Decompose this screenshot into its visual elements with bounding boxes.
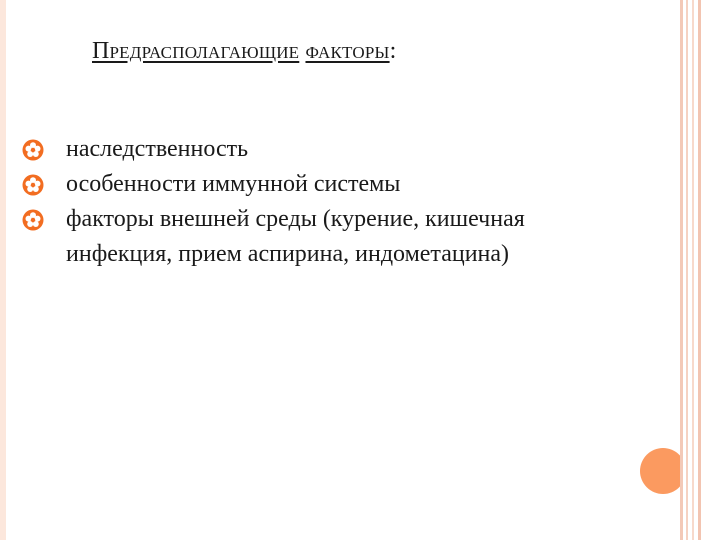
title-word: факторы <box>305 38 390 64</box>
title-suffix: : <box>389 38 397 64</box>
flower-bullet-icon <box>22 174 44 196</box>
slide-title <box>92 38 396 65</box>
border-line <box>698 0 701 540</box>
bullet-text: особенности иммунной системы <box>66 171 401 197</box>
left-border-decoration <box>0 0 6 540</box>
flower-bullet-icon <box>22 139 44 161</box>
border-line <box>680 0 683 540</box>
border-line <box>692 0 694 540</box>
bullet-text: наследственность <box>66 136 249 162</box>
title-prefix: Предрасполагающие <box>92 38 300 64</box>
bullet-item <box>18 202 618 272</box>
bullet-item <box>18 132 618 167</box>
border-line <box>686 0 688 540</box>
bullet-item <box>18 167 618 202</box>
bullet-list <box>18 132 618 272</box>
right-border-decoration <box>680 0 720 540</box>
flower-bullet-icon <box>22 209 44 231</box>
bullet-text: факторы внешней среды (курение, кишечная инфекция, прием аспирина, индометацина) <box>66 206 525 267</box>
